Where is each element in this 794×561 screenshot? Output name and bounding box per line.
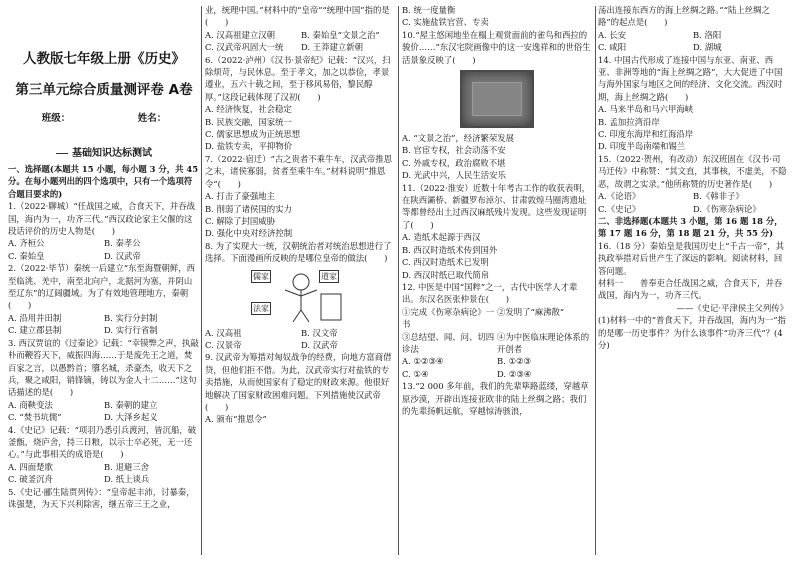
option[interactable]: A. 四面楚歌 [8,461,53,472]
statement: ①完成《伤寒杂病论》一书 [402,306,495,330]
question-14: 14. 中国古代形成了连接中国与东亚、南亚、西亚、非洲等地的“海上丝绸之路”，大大促进了中国与海外国家与地区之间的经济、文化交流。西汉时期，海上丝绸之路( ) [598,54,783,102]
question-4-options [8,461,200,486]
question-15-options [598,190,788,215]
option[interactable]: A. 造纸术起源于西汉 [402,232,481,243]
option[interactable]: B. 实行分封制 [104,312,158,323]
option[interactable]: D. ②③④ [497,368,532,379]
column-1 [8,0,200,561]
option[interactable]: B. 统一度量衡 [402,5,456,15]
option[interactable]: B. 汉文帝 [301,327,338,338]
option[interactable]: A. 长安 [598,29,627,40]
option[interactable]: C. 印度东海岸和红海沿岸 [598,129,694,140]
option[interactable]: C. 解除了封国威胁 [205,215,276,226]
material-1: 材料一 普奉吏合任战国之威，合食天下，并吞战国，海内为一，功齐三代。 [598,277,783,301]
option[interactable]: A.《论语》 [598,191,641,202]
option[interactable]: D. 汉武帝 [104,250,141,261]
statement: ③总结望、闻、问、切四诊法 [402,331,495,354]
question-13-options [598,29,788,54]
option[interactable]: D. 印度半岛南端和锡兰 [598,141,686,152]
option[interactable]: A. 商鞅变法 [8,399,53,410]
option[interactable]: B. 退避三舍 [104,461,149,472]
question-11-options [402,231,592,281]
cartoon-illustration [241,268,361,324]
question-6-options [205,103,397,153]
han-stone-relief-image [460,70,534,128]
option[interactable]: C. 儒家思想成为正统思想 [205,129,301,140]
option[interactable]: D. 湖城 [693,42,722,53]
question-12-items [402,306,592,356]
question-7: 7.（2022·宿迁）“古之贵者不乘牛车，汉武帝推恩之末，诸侯寡弱，贫者至乘牛车。”材料说明“推恩令”( ) [205,153,392,189]
question-10: 10.“屋主悠闲地坐在榻上观赏面前的雀鸟和西拉的骏价……”东汉宅院画像中的这一安逸祥和的世俗生活景象反映了( ) [402,29,591,65]
option[interactable]: B. 秦始皇“文景之治” [301,29,380,40]
question-1: 1.（2022·聊城）“任战国之威，合食天下，并吞战国，海内为一，功齐三代。”西汉政论家主父偃的这段话评价的历史人物是( ) [8,201,195,237]
question-5-options [205,29,397,54]
material-1-source: ——《史记·平津侯主父列传》 [676,302,788,313]
section-title: 基础知识达标测试 [8,144,200,159]
column-divider [595,6,596,555]
exam-subtitle: 第三单元综合质量测评卷 A卷 [15,82,193,98]
section-choice: 一、选择题(本题共 15 小题，每小题 3 分，共 45 分。在每小题列出的四个选项中，只有一个选项符合题目要求的) [8,164,199,199]
option[interactable]: C. 西汉时造纸术已发明 [402,257,489,268]
column-divider [398,6,399,555]
option[interactable]: B. 削弱了诸侯国的实力 [205,203,292,214]
column-divider [201,6,202,555]
option[interactable]: D. 纸上谈兵 [104,474,150,485]
option[interactable]: C. 咸阳 [598,42,627,53]
option[interactable]: C. 秦始皇 [8,250,45,261]
column-2 [205,0,397,561]
question-9-options [205,413,397,425]
option[interactable]: D. 实行行省制 [104,325,158,336]
option[interactable]: C.《史记》 [598,203,641,214]
cartoon-label-legalist: 法家 [253,303,269,313]
statement: ②发明了“麻沸散” [497,306,565,317]
question-4: 4.《史记》记载：“项羽乃悉引兵渡河，皆沉船，破釜甑，烧庐舍，持三日粮，以示士卒必死，无一还心。”与此事相关的成语是( ) [8,424,197,460]
question-2: 2.（2022·毕节）秦统一后建立“东至海暨朝鲜，西至临洮、羌中，南至北向户，北据河为塞，并阴山至辽东”的辽阔疆域。为了有效地管理地方，秦朝( ) [8,263,195,311]
question-3: 3. 西汉贾谊的《过秦论》记载：“幸镆弊之声，执敲朴而鞭笞天下，威振四海……于是废先王之道，焚百家之言，以愚黔首；隳名城，杀豪杰，收天下之兵，聚之咸阳，销锋镝，铸以为金人十二……”这句话描述的是( ) [8,337,199,398]
section-non-choice: 二、非选择题(本题共 3 小题，第 16 题 18 分，第 17 题 16 分，第 18 题 21 分，共 55 分) [598,215,783,239]
question-10-options [402,132,592,182]
option[interactable]: C. 破釜沉舟 [8,474,53,485]
question-15: 15.（2022·贺州，有改动）东汉班固在《汉书·司马迁传》中称赞：“其文直，其事核，不虚美，不隐恶，故谓之实录。”他所称赞的历史著作是( ) [598,153,787,189]
option[interactable]: D.《伤寒杂病论》 [693,203,761,214]
option[interactable]: D. 汉武帝 [301,339,338,350]
option[interactable]: D. 强化中央对经济控制 [205,228,293,239]
option[interactable]: A. 马来半岛和马六甲海峡 [598,104,694,115]
question-5: 5.《史记·郦生陆贾列传》：“皇帝起丰沛，讨暴秦，诛强楚，为天下兴利除害，继五帝三王之业， [8,486,195,509]
question-13-continued: 荡出连接东西方的海上丝绸之路。”“陆上丝绸之路”的起点是( ) [598,5,770,28]
option[interactable]: A. 汉高祖 [205,327,242,338]
option[interactable]: D. 大泽乡起义 [104,412,158,423]
column-4 [598,0,788,561]
cartoon-label-daoist: 道家 [321,271,337,281]
question-12: 12. 中医是中国“国粹”之一，古代中医学人才辈出。东汉名医张仲景在( ) [402,281,578,305]
question-7-options [205,190,397,240]
column-3 [402,0,592,561]
question-8: 8. 为了实现大一统，汉朝统治者对统治思想进行了选择。下面漫画所反映的是哪位皇帝的做法( ) [205,240,392,264]
option[interactable]: C. 建立郡县制 [8,325,62,336]
question-2-options [8,312,200,337]
question-9-options-continued [402,4,592,29]
option[interactable]: A. 沿用井田制 [8,312,62,323]
option[interactable]: A. 齐桓公 [8,238,45,249]
option[interactable]: A. ①②③④ [402,356,444,367]
question-16: 16.（18 分）秦始皇是我国历史上“千古一帝”，其执政举措对后世产生了深远的影响。阅读材料，回答问题。 [598,240,784,276]
question-1-options [8,237,200,262]
cartoon-label-confucian: 儒家 [253,271,269,281]
option[interactable]: B. 洛阳 [693,29,722,40]
option[interactable]: D. 光武中兴，人民生活安乐 [402,170,506,181]
question-8-options [205,327,397,352]
option[interactable]: B. 西汉时造纸术传到国外 [402,244,498,255]
option[interactable]: A. “文景之治”，经济繁荣发展 [402,133,515,144]
option[interactable]: C. 实施盐铁官营、专卖 [402,17,489,28]
question-12-options [402,355,592,380]
question-11: 11.（2022·淮安）近数十年考古工作的收获表明，在陕西灞桥、新疆罗布淖尔、甘肃敦煌马圈湾遗址等都曾经出土过西汉麻纸残片发现。这些发现证明了( ) [402,182,591,230]
option[interactable]: B. 秦朝的建立 [104,399,158,410]
question-13: 13.“2 000 多年前，我们的先辈筚路蓝缕，穿越草原沙漠，开辟出连接亚欧非的陆上丝绸之路；我们的先辈扬帆远航，穿越惊涛骇浪， [402,381,589,416]
option[interactable]: C. 汉武帝巩固大一统 [205,42,284,53]
option[interactable]: A. 经济恢复，社会稳定 [205,104,292,115]
option[interactable]: B. 官宦专权，社会动荡不安 [402,145,506,156]
option[interactable]: C. 汉景帝 [205,339,242,350]
option[interactable]: D. 王莽建立新朝 [301,42,363,53]
student-info [8,110,200,124]
option[interactable]: B. 孟加拉湾沿岸 [598,116,660,127]
name-label: 姓名： [137,113,167,124]
statement: ④为中医临床理论体系的开创者 [497,331,590,354]
question-16-1: (1)材料一中的“普食天下，并吞战国，海内为一”指的是哪一历史事件？为什么该事件“功齐三代”？(4 分) [598,315,786,350]
question-3-options [8,399,200,424]
option[interactable]: C. “焚书坑儒” [8,412,62,423]
option[interactable]: A. 打击了豪强地主 [205,191,275,202]
question-9: 9. 汉武帝为筹措对匈奴战争的经费，向地方富商借贷，但他们拒不借。为此，汉武帝实行对盐铁的专卖措施，从而使国家有了稳定的财政来源。他很好地解决了国家财政困难问题。下列措施使汉武帝( ) [205,352,392,412]
option[interactable]: B. 秦孝公 [104,238,141,249]
option[interactable]: C. 外戚专权，政治腐败不堪 [402,157,506,168]
question-5-continued: 业，统理中国。”材料中的“皇帝”“统理中国”指的是( ) [205,5,390,28]
option[interactable]: D. 西汉时纸已取代简帛 [402,269,490,280]
option[interactable]: A. 颁布“推恩令” [205,414,267,425]
question-6: 6.（2022·泸州）《汉书·景帝纪》记载：“汉兴，扫除烦苛，与民休息。至于孝文，加之以恭俭，孝景遵业，五六十载之间，至于移风易俗，黎民醇厚。”这段记载体现了汉初( ) [205,54,391,102]
option[interactable]: A. 汉高祖建立汉朝 [205,29,275,40]
option[interactable]: D. 盐铁专卖，平抑物价 [205,141,293,152]
option[interactable]: C. ①④ [402,368,429,379]
option[interactable]: B.《韩非子》 [693,191,744,202]
option[interactable]: B. 民族交融，国家统一 [205,116,292,127]
exam-title: 人教版七年级上册《历史》 [23,51,185,67]
option[interactable]: B. ①②③ [497,356,532,367]
class-label: 班级： [41,113,71,124]
question-14-options [598,103,788,153]
